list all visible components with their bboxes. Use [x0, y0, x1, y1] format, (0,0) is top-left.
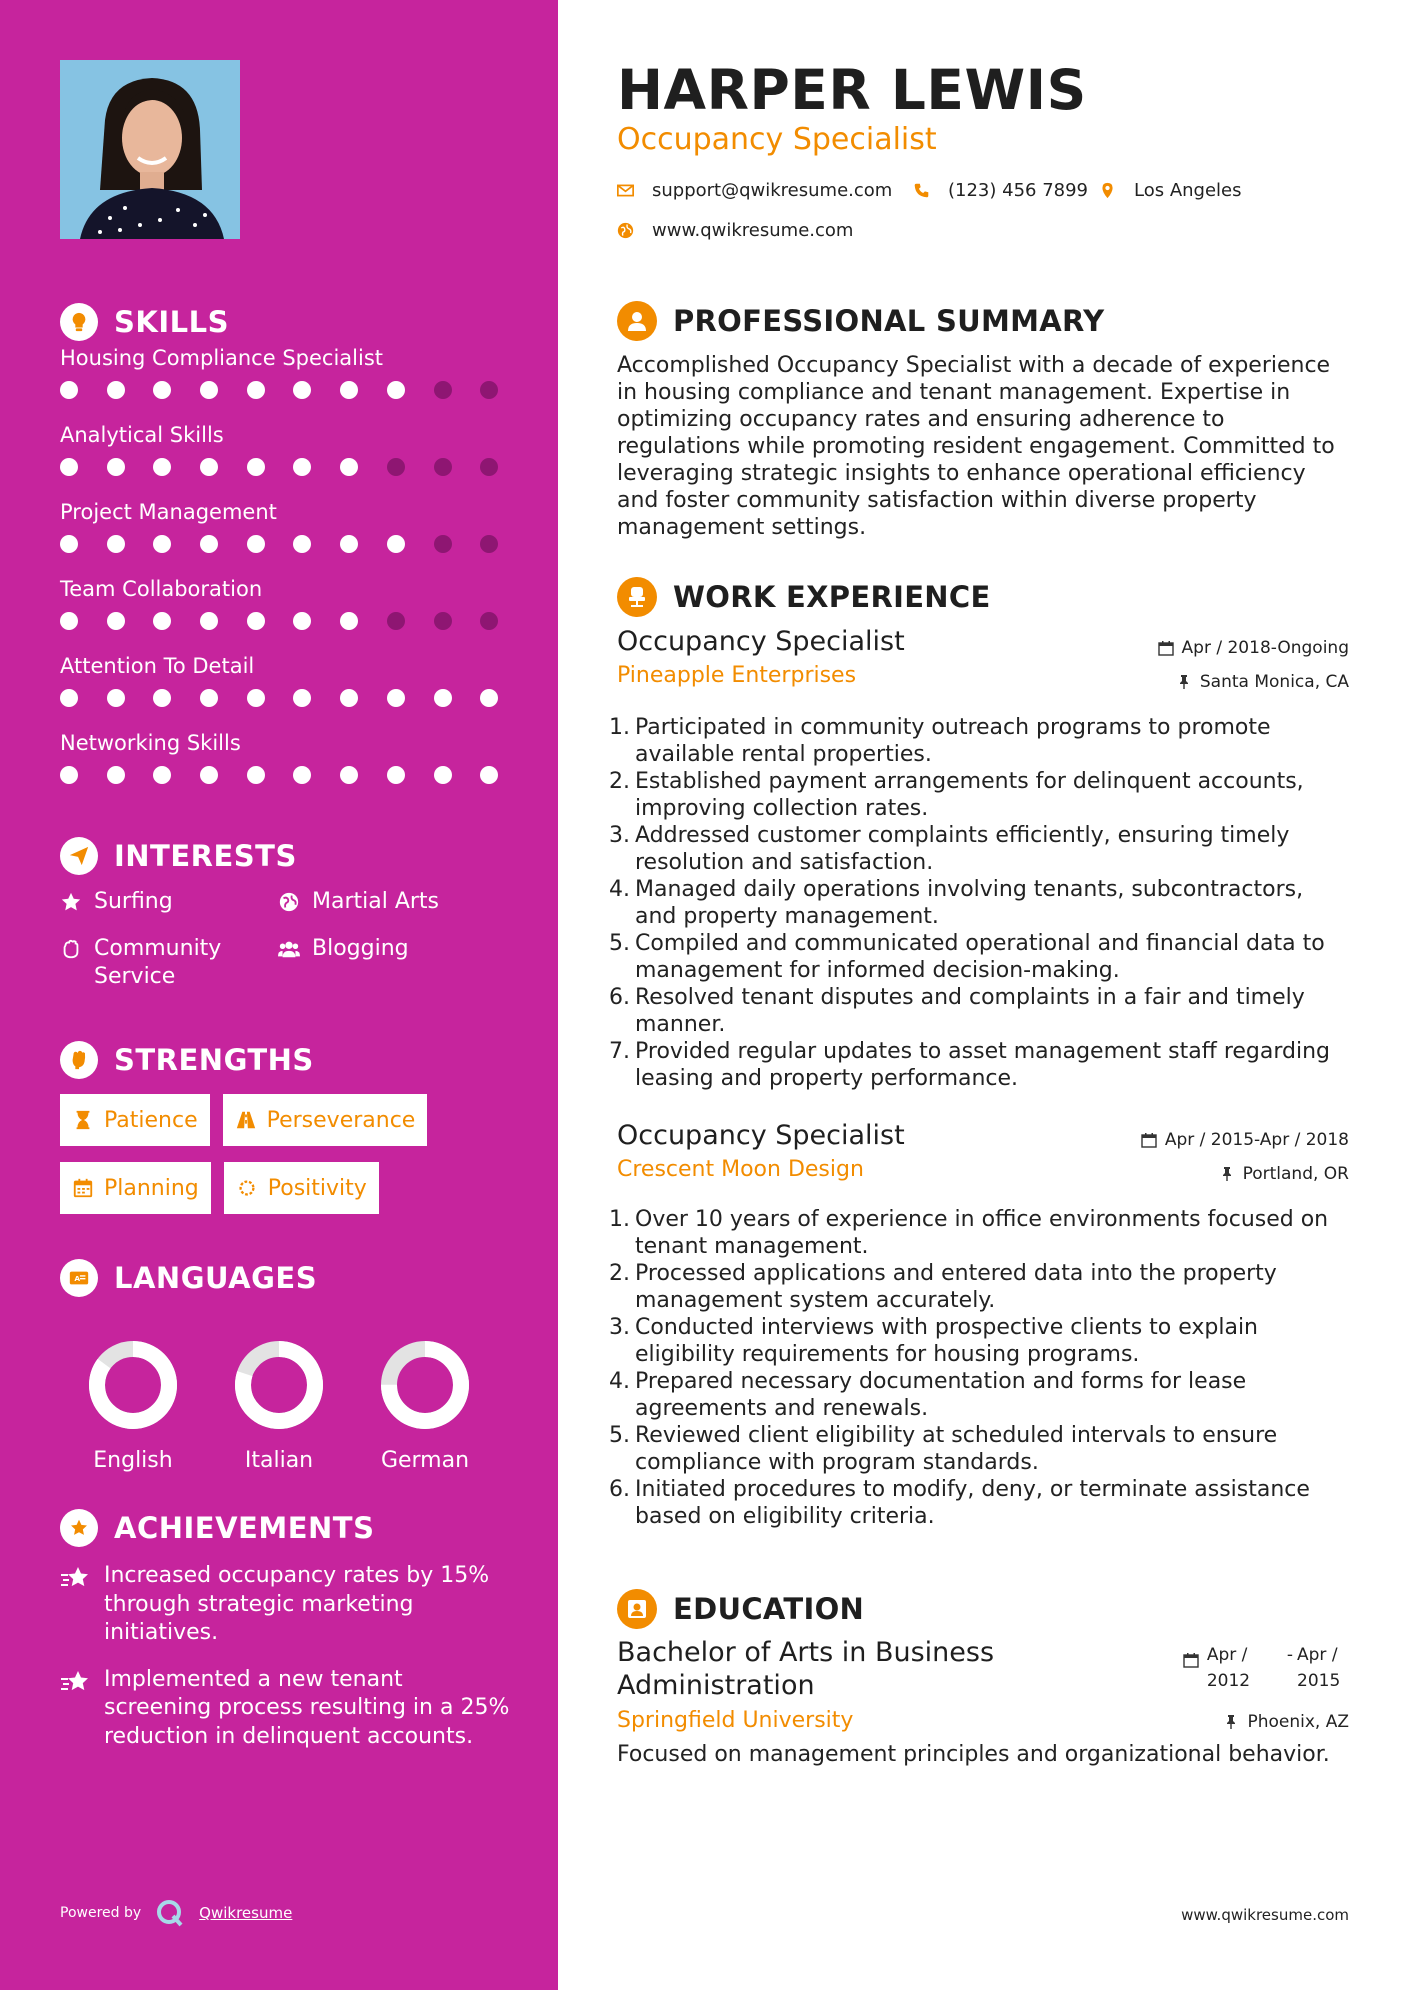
- pushpin-icon: [1176, 674, 1192, 690]
- strength-label: Positivity: [267, 1175, 367, 1201]
- rating-dot-empty: [434, 458, 452, 476]
- job-dates-text: Apr / 2018-Ongoing: [1181, 638, 1349, 658]
- duty-item: [609, 1368, 1349, 1422]
- experience-title: WORK EXPERIENCE: [673, 580, 991, 614]
- rating-dot-filled: [293, 458, 311, 476]
- duty-number: 4.: [609, 1369, 630, 1394]
- lightbulb-icon: [60, 303, 98, 341]
- achievement-item: [60, 1666, 510, 1752]
- language-item: [206, 1340, 352, 1473]
- rating-dot-filled: [293, 612, 311, 630]
- rating-dot-filled: [340, 612, 358, 630]
- strengths-list: [60, 1094, 510, 1230]
- education-dates: [1183, 1642, 1349, 1694]
- strength-label: Perseverance: [266, 1107, 416, 1133]
- rating-dot-filled: [107, 381, 125, 399]
- interest-item: [278, 888, 439, 916]
- job-dates: [1141, 1130, 1349, 1150]
- languages-section: [60, 1258, 510, 1473]
- powered-by-text: Powered by: [60, 1905, 142, 1921]
- rating-dot-filled: [247, 535, 265, 553]
- duty-text: Provided regular updates to asset management staff regarding leasing and property performance.: [635, 1039, 1331, 1091]
- duty-text: Over 10 years of experience in office environments focused on tenant management.: [635, 1207, 1329, 1259]
- skill-rating: [60, 766, 510, 784]
- rating-dot-filled: [107, 458, 125, 476]
- rating-dot-filled: [247, 766, 265, 784]
- rating-dot-filled: [387, 766, 405, 784]
- interest-label: Surfing: [94, 889, 173, 914]
- education-description: Focused on management principles and organizational behavior.: [617, 1742, 1330, 1767]
- interests-section: [60, 836, 510, 1008]
- strength-chip: [60, 1094, 210, 1146]
- skills-title: SKILLS: [114, 305, 229, 339]
- interest-label: Community Service: [94, 936, 222, 989]
- education-location: [1223, 1712, 1349, 1732]
- rating-dot-filled: [387, 535, 405, 553]
- school-name: Springfield University: [617, 1708, 854, 1733]
- calendar-icon: [72, 1177, 94, 1199]
- pushpin-icon: [1223, 1714, 1239, 1730]
- rating-dot-empty: [434, 612, 452, 630]
- calendar-icon: [1183, 1652, 1199, 1668]
- duty-number: 1.: [609, 715, 630, 740]
- users-icon: [278, 938, 300, 960]
- duty-item: [609, 1206, 1349, 1260]
- language-name: English: [93, 1448, 173, 1473]
- rating-dot-filled: [293, 535, 311, 553]
- hourglass-icon: [72, 1109, 94, 1131]
- contact-location: [1099, 180, 1242, 201]
- star-icon: [60, 891, 82, 913]
- user-icon: [617, 301, 657, 341]
- skill-item: [60, 421, 510, 496]
- duty-number: 3.: [609, 823, 630, 848]
- rating-dot-filled: [60, 458, 78, 476]
- skill-name: Project Management: [60, 500, 277, 524]
- duty-text: Processed applications and entered data into the property management system accurately.: [635, 1261, 1277, 1313]
- calendar-icon: [1141, 1132, 1157, 1148]
- duty-text: Initiated procedures to modify, deny, or terminate assistance based on eligibility criteria.: [635, 1477, 1310, 1529]
- skills-heading: [60, 302, 510, 342]
- rating-dot-empty: [480, 535, 498, 553]
- rating-dot-filled: [60, 612, 78, 630]
- skill-item: [60, 729, 510, 804]
- skill-rating: [60, 612, 510, 630]
- powered-by: [60, 1898, 292, 1928]
- strength-chip: [223, 1094, 428, 1146]
- duty-text: Addressed customer complaints efficiently, ensuring timely resolution and satisfaction.: [635, 823, 1290, 875]
- trophy-star-icon: [60, 1509, 98, 1547]
- experience-heading: [617, 576, 1349, 618]
- skill-name: Networking Skills: [60, 731, 241, 755]
- job-location-text: Santa Monica, CA: [1199, 672, 1349, 692]
- skill-rating: [60, 535, 510, 553]
- education-end: Apr / 2015: [1297, 1645, 1341, 1691]
- rating-dot-empty: [434, 535, 452, 553]
- rating-dot-empty: [387, 458, 405, 476]
- achievements-heading: [60, 1508, 510, 1548]
- duty-text: Established payment arrangements for delinquent accounts, improving collection rates.: [635, 769, 1304, 821]
- duty-text: Conducted interviews with prospective clients to explain eligibility requirements for housing programs.: [635, 1315, 1259, 1367]
- interests-list: [60, 888, 510, 1008]
- duty-item: [609, 984, 1349, 1038]
- qwikresume-logo-icon: [155, 1898, 185, 1928]
- duty-text: Managed daily operations involving tenants, subcontractors, and property management.: [635, 877, 1304, 929]
- duty-item: [609, 1038, 1349, 1092]
- star-burst-icon: [60, 1565, 92, 1591]
- languages-title: LANGUAGES: [114, 1261, 318, 1295]
- rating-dot-filled: [200, 612, 218, 630]
- summary-heading: [617, 300, 1349, 342]
- duty-item: [609, 930, 1349, 984]
- achievements-title: ACHIEVEMENTS: [114, 1511, 375, 1545]
- language-proficiency-ring: [380, 1340, 470, 1430]
- skill-item: [60, 575, 510, 650]
- contact-phone[interactable]: [913, 180, 1088, 201]
- duty-number: 6.: [609, 985, 630, 1010]
- interests-heading: [60, 836, 510, 876]
- rating-dot-empty: [434, 381, 452, 399]
- rating-dot-filled: [340, 458, 358, 476]
- skill-item: [60, 498, 510, 573]
- duty-item: [609, 714, 1349, 768]
- rating-dot-filled: [434, 689, 452, 707]
- hand-icon: [60, 938, 82, 960]
- skill-item: [60, 652, 510, 727]
- strength-chip: [60, 1162, 211, 1214]
- languages-heading: [60, 1258, 510, 1298]
- skill-name: Team Collaboration: [60, 577, 263, 601]
- interest-label: Martial Arts: [312, 889, 440, 914]
- job-entry: [609, 1120, 1349, 1530]
- job-location: [1176, 672, 1349, 692]
- rating-dot-empty: [480, 458, 498, 476]
- achievements-list: [60, 1562, 510, 1751]
- location-text: Los Angeles: [1134, 180, 1242, 201]
- duty-number: 1.: [609, 1207, 630, 1232]
- rating-dot-filled: [340, 381, 358, 399]
- summary-text: Accomplished Occupancy Specialist with a decade of experience in housing compliance and tenant management. Expertise in optimizing occupancy rates and ensuring adherence to regulations while promoting resident engagement. Committed to leveraging strategic insights to enhance operational efficiency and foster community satisfaction within diverse property management settings.: [617, 353, 1335, 540]
- rating-dot-filled: [247, 612, 265, 630]
- rating-dot-filled: [200, 689, 218, 707]
- candidate-role: Occupancy Specialist: [617, 122, 937, 157]
- duty-text: Resolved tenant disputes and complaints in a fair and timely manner.: [635, 985, 1305, 1037]
- website-text: www.qwikresume.com: [652, 220, 854, 241]
- rating-dot-filled: [107, 689, 125, 707]
- email-text: support@qwikresume.com: [652, 180, 893, 201]
- skill-name: Attention To Detail: [60, 654, 255, 678]
- rating-dot-filled: [293, 766, 311, 784]
- phone-text: (123) 456 7899: [948, 180, 1089, 201]
- rating-dot-filled: [247, 458, 265, 476]
- star-burst-icon: [60, 1669, 92, 1695]
- rating-dot-filled: [247, 381, 265, 399]
- rating-dot-filled: [247, 689, 265, 707]
- sidebar: [0, 0, 558, 1990]
- rating-dot-filled: [340, 766, 358, 784]
- duty-item: [609, 1422, 1349, 1476]
- rating-dot-filled: [340, 689, 358, 707]
- language-name: German: [380, 1448, 470, 1473]
- rating-dot-filled: [60, 535, 78, 553]
- job-company: Crescent Moon Design: [617, 1157, 864, 1182]
- interests-title: INTERESTS: [114, 839, 297, 873]
- graduate-icon: [617, 1589, 657, 1629]
- paper-plane-icon: [60, 837, 98, 875]
- candidate-name: HARPER LEWIS: [617, 58, 1087, 122]
- language-item: [352, 1340, 498, 1473]
- job-title: Occupancy Specialist: [617, 626, 905, 657]
- skill-rating: [60, 689, 510, 707]
- job-dates: [1158, 638, 1349, 658]
- duty-item: [609, 768, 1349, 822]
- duty-text: Reviewed client eligibility at scheduled intervals to ensure compliance with program standards.: [635, 1423, 1278, 1475]
- profile-photo: [60, 60, 240, 239]
- strength-label: Patience: [104, 1107, 198, 1133]
- skill-name: Analytical Skills: [60, 423, 224, 447]
- strengths-heading: [60, 1040, 510, 1080]
- rating-dot-filled: [293, 689, 311, 707]
- achievement-item: [60, 1562, 510, 1648]
- rating-dot-filled: [153, 766, 171, 784]
- rating-dot-filled: [153, 612, 171, 630]
- education-section: [617, 1588, 1349, 1630]
- strengths-section: [60, 1040, 510, 1230]
- education-location-text: Phoenix, AZ: [1247, 1712, 1349, 1732]
- footer-url[interactable]: www.qwikresume.com: [1181, 1906, 1349, 1924]
- degree-title: Bachelor of Arts in Business Administration: [617, 1637, 995, 1701]
- qwikresume-link[interactable]: Qwikresume: [199, 1904, 293, 1922]
- skills-list: [60, 344, 510, 804]
- language-proficiency-ring: [88, 1340, 178, 1430]
- duty-number: 5.: [609, 931, 630, 956]
- rating-dot-filled: [293, 381, 311, 399]
- duty-number: 2.: [609, 1261, 630, 1286]
- sun-icon: [236, 1177, 258, 1199]
- rating-dot-empty: [480, 612, 498, 630]
- experience-section: [617, 576, 1349, 618]
- rating-dot-filled: [200, 458, 218, 476]
- rating-dot-filled: [107, 766, 125, 784]
- duty-item: [609, 1314, 1349, 1368]
- date-separator: -: [1286, 1645, 1293, 1665]
- education-title: EDUCATION: [673, 1592, 865, 1626]
- rating-dot-empty: [480, 381, 498, 399]
- skill-name: Housing Compliance Specialist: [60, 346, 383, 370]
- rating-dot-filled: [387, 381, 405, 399]
- fist-icon: [60, 1041, 98, 1079]
- job-duties: [609, 1206, 1349, 1530]
- rating-dot-filled: [200, 766, 218, 784]
- duty-number: 2.: [609, 769, 630, 794]
- rating-dot-filled: [200, 535, 218, 553]
- strength-label: Planning: [104, 1175, 199, 1201]
- achievements-section: [60, 1508, 510, 1751]
- phone-icon: [913, 182, 930, 199]
- strengths-title: STRENGTHS: [114, 1043, 314, 1077]
- duty-text: Prepared necessary documentation and forms for lease agreements and renewals.: [635, 1369, 1247, 1421]
- achievement-text: Implemented a new tenant screening process resulting in a 25% reduction in delinquent accounts.: [104, 1666, 510, 1749]
- duty-item: [609, 1260, 1349, 1314]
- duty-text: Compiled and communicated operational and financial data to management for informed decision-making.: [635, 931, 1325, 983]
- job-entry: [609, 626, 1349, 1092]
- language-icon: [60, 1259, 98, 1297]
- duty-number: 6.: [609, 1477, 630, 1502]
- rating-dot-filled: [340, 535, 358, 553]
- duty-number: 3.: [609, 1315, 630, 1340]
- globe-icon: [617, 222, 634, 239]
- language-item: [60, 1340, 206, 1473]
- duty-item: [609, 1476, 1349, 1530]
- strength-chip: [224, 1162, 379, 1214]
- pushpin-icon: [1219, 1166, 1235, 1182]
- job-dates-text: Apr / 2015-Apr / 2018: [1164, 1130, 1349, 1150]
- rating-dot-filled: [153, 458, 171, 476]
- duty-number: 4.: [609, 877, 630, 902]
- language-name: Italian: [244, 1448, 314, 1473]
- contact-email[interactable]: [617, 180, 892, 201]
- skills-section: [60, 302, 510, 804]
- rating-dot-filled: [153, 535, 171, 553]
- duty-item: [609, 876, 1349, 930]
- duty-text: Participated in community outreach programs to promote available rental properties.: [635, 715, 1271, 767]
- duty-number: 5.: [609, 1423, 630, 1448]
- interest-item: [278, 935, 409, 963]
- rating-dot-filled: [60, 689, 78, 707]
- chair-icon: [617, 577, 657, 617]
- job-duties: [609, 714, 1349, 1092]
- job-title: Occupancy Specialist: [617, 1120, 905, 1151]
- contact-website[interactable]: [617, 220, 853, 241]
- calendar-icon: [1158, 640, 1174, 656]
- summary-title: PROFESSIONAL SUMMARY: [673, 304, 1105, 338]
- road-icon: [235, 1109, 257, 1131]
- education-entry: [617, 1636, 1349, 1768]
- rating-dot-filled: [200, 381, 218, 399]
- envelope-icon: [617, 182, 634, 199]
- job-company: Pineapple Enterprises: [617, 663, 857, 688]
- rating-dot-filled: [387, 689, 405, 707]
- rating-dot-filled: [153, 689, 171, 707]
- duty-item: [609, 822, 1349, 876]
- rating-dot-empty: [387, 612, 405, 630]
- job-location: [1219, 1164, 1349, 1184]
- rating-dot-filled: [480, 766, 498, 784]
- rating-dot-filled: [107, 612, 125, 630]
- skill-item: [60, 344, 510, 419]
- interest-label: Blogging: [312, 936, 409, 961]
- rating-dot-filled: [434, 766, 452, 784]
- language-proficiency-ring: [234, 1340, 324, 1430]
- summary-section: [617, 300, 1349, 541]
- globe-icon: [278, 891, 300, 913]
- map-pin-icon: [1099, 182, 1116, 199]
- skill-rating: [60, 381, 510, 399]
- rating-dot-filled: [107, 535, 125, 553]
- rating-dot-filled: [153, 381, 171, 399]
- rating-dot-filled: [60, 381, 78, 399]
- rating-dot-filled: [60, 766, 78, 784]
- languages-list: [60, 1340, 510, 1473]
- skill-rating: [60, 458, 510, 476]
- duty-number: 7.: [609, 1039, 630, 1064]
- achievement-text: Increased occupancy rates by 15% through strategic marketing initiatives.: [104, 1563, 490, 1645]
- interest-item: [60, 888, 173, 916]
- education-heading: [617, 1588, 1349, 1630]
- svg-text:A: A: [74, 1273, 81, 1283]
- interest-item: [60, 935, 260, 991]
- rating-dot-filled: [480, 689, 498, 707]
- job-location-text: Portland, OR: [1242, 1164, 1349, 1184]
- education-start: Apr / 2012: [1206, 1645, 1251, 1691]
